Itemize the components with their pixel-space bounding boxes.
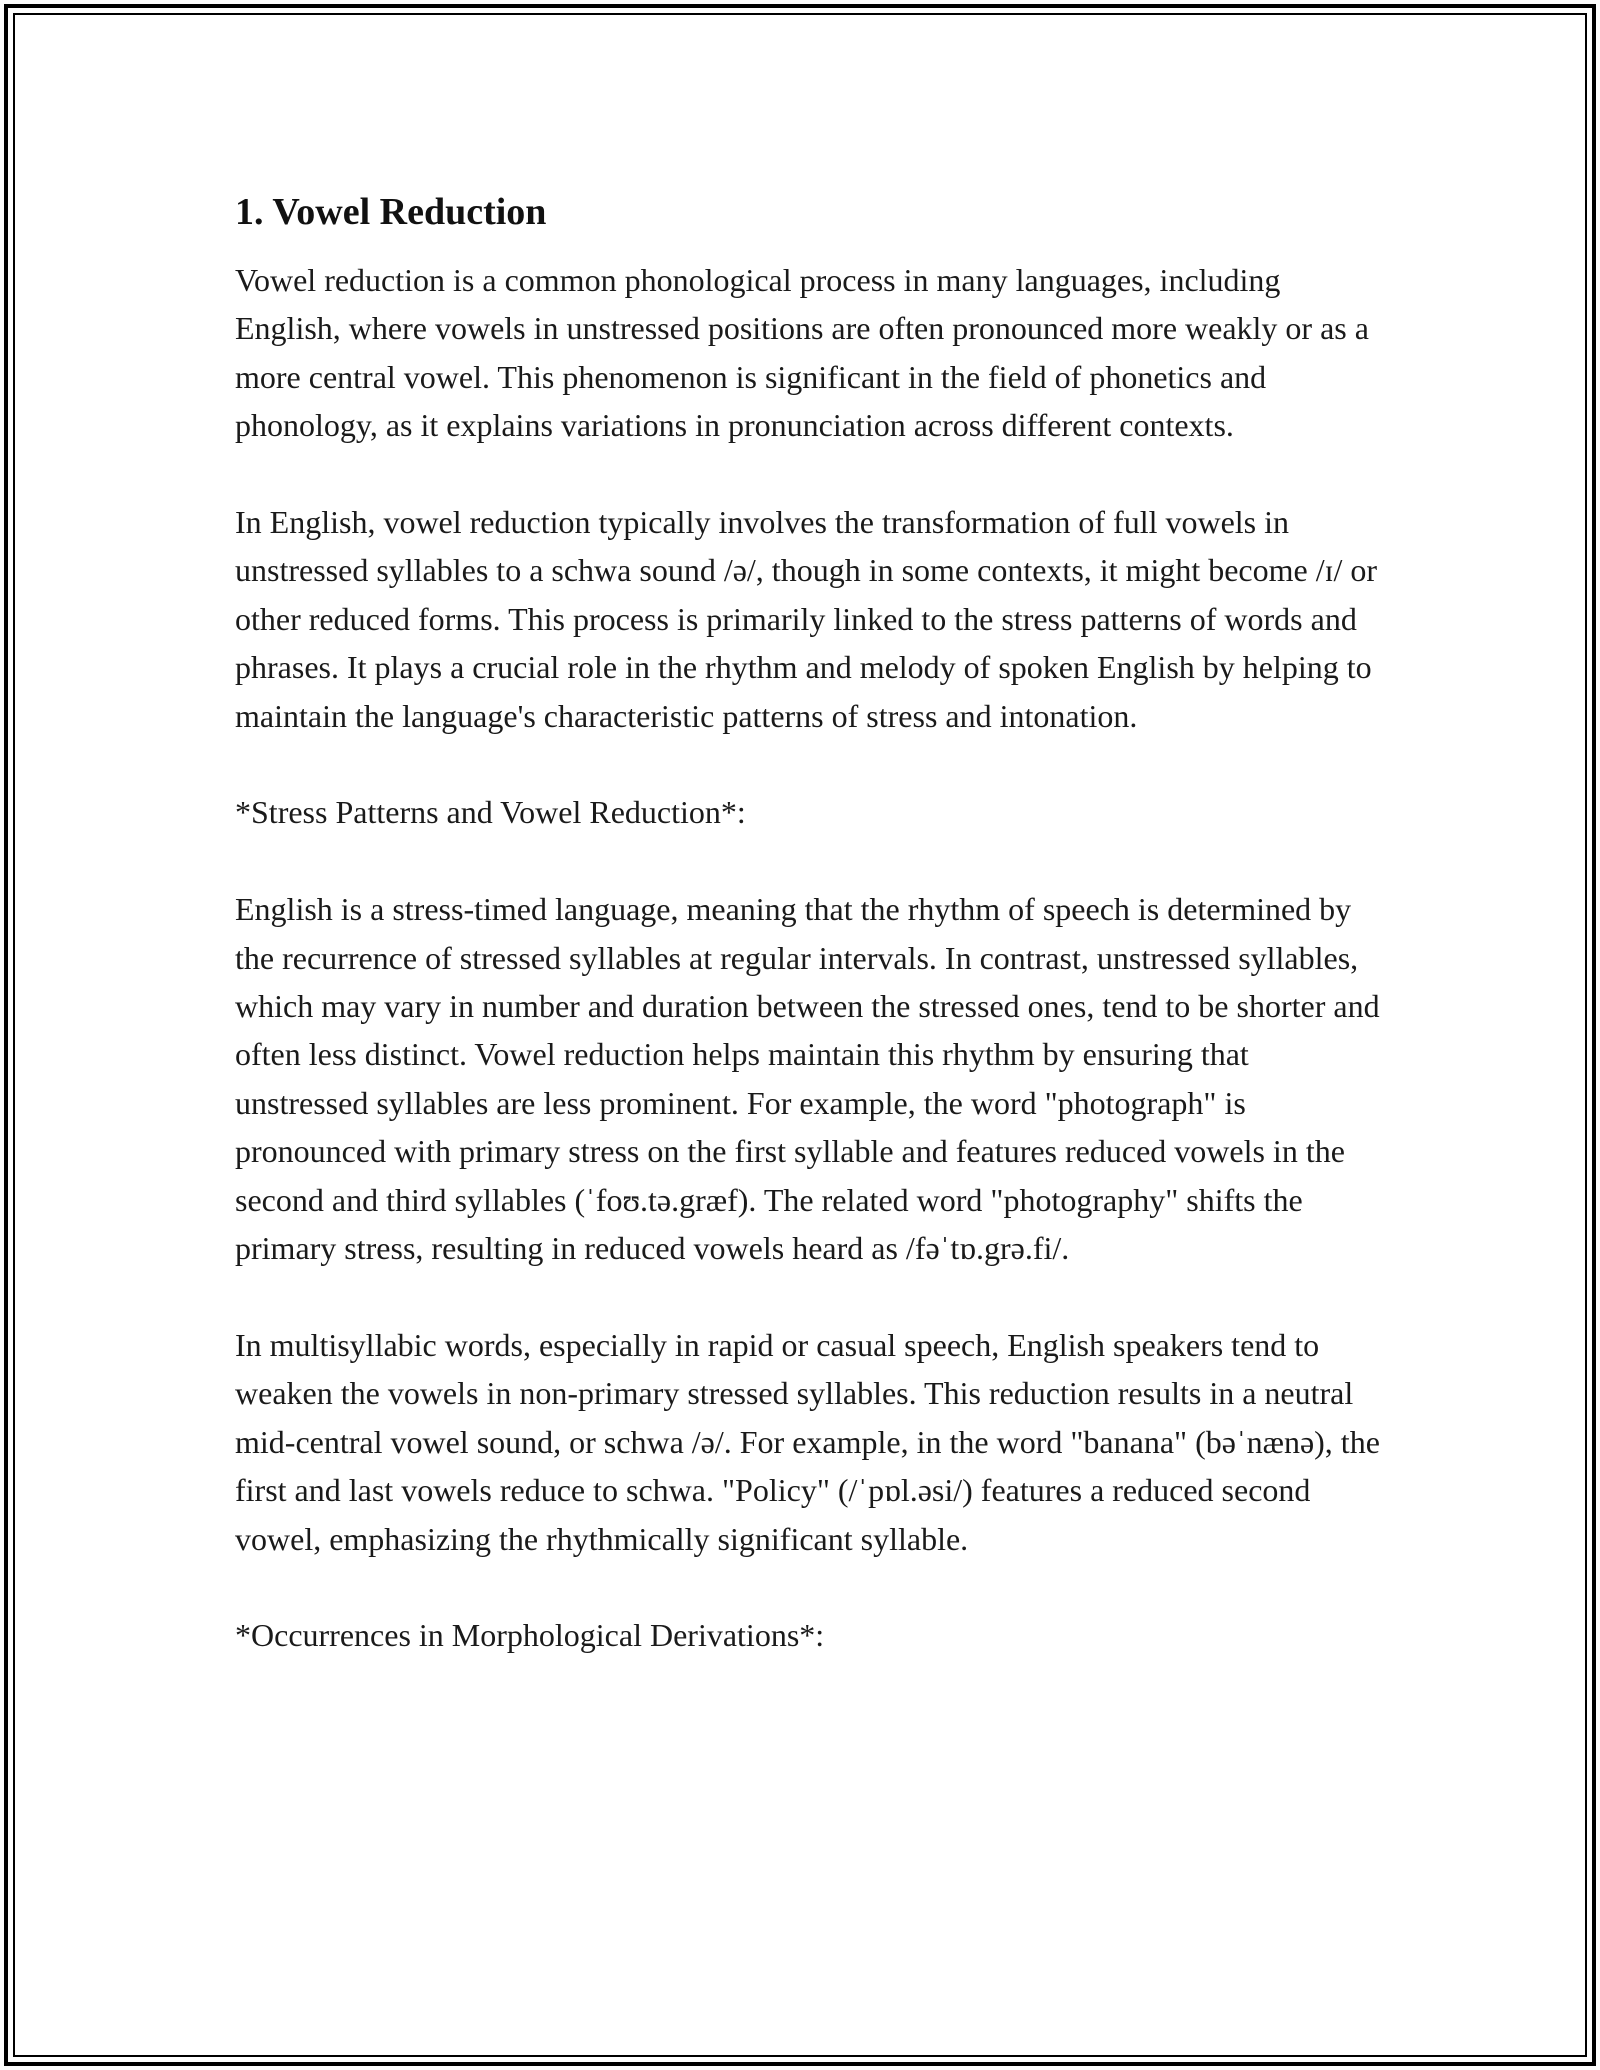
subheading-stress-patterns: *Stress Patterns and Vowel Reduction*:: [235, 794, 746, 831]
subheading-morphological-derivations: *Occurrences in Morphological Derivations*:: [235, 1617, 825, 1654]
paragraph-english-reduction: In English, vowel reduction typically involves the transformation of full vowels in unstressed syllables to a schwa sound /ə/, though in some contexts, it might become /ɪ/ or other reduced forms. This process is primarily linked to the stress patterns of words and phrases. It plays a crucial role in the rhythm and melody of spoken English by helping to maintain the language's characteristic patterns of stress and intonation.: [235, 504, 1378, 734]
paragraph-intro: Vowel reduction is a common phonological process in many languages, including English, where vowels in unstressed positions are often pronounced more weakly or as a more central vowel. This phenomenon is significant in the field of phonetics and phonology, as it explains variations in pronunciation across different contexts.: [235, 262, 1369, 444]
section-heading: 1. Vowel Reduction: [235, 191, 547, 233]
paragraph-stress-timed: English is a stress-timed language, meaning that the rhythm of speech is determined by the recurrence of stressed syllables at regular intervals. In contrast, unstressed syllables, which may vary in number and duration between the stressed ones, tend to be shorter and often less distinct. Vowel reduction helps maintain this rhythm by ensuring that unstressed syllables are less prominent. For example, the word "photograph" is pronounced with primary stress on the first syllable and features reduced vowels in the second and third syllables (ˈfoʊ.tə.græf). The related word "photography" shifts the primary stress, resulting in reduced vowels heard as /fəˈtɒ.grə.fi/.: [235, 891, 1380, 1267]
document-body: [235, 182, 1385, 1660]
paragraph-multisyllabic: In multisyllabic words, especially in rapid or casual speech, English speakers tend to weaken the vowels in non-primary stressed syllables. This reduction results in a neutral mid-central vowel sound, or schwa /ə/. For example, in the word "banana" (bəˈnænə), the first and last vowels reduce to schwa. "Policy" (/ˈpɒl.əsi/) features a reduced second vowel, emphasizing the rhythmically significant syllable.: [235, 1326, 1380, 1557]
